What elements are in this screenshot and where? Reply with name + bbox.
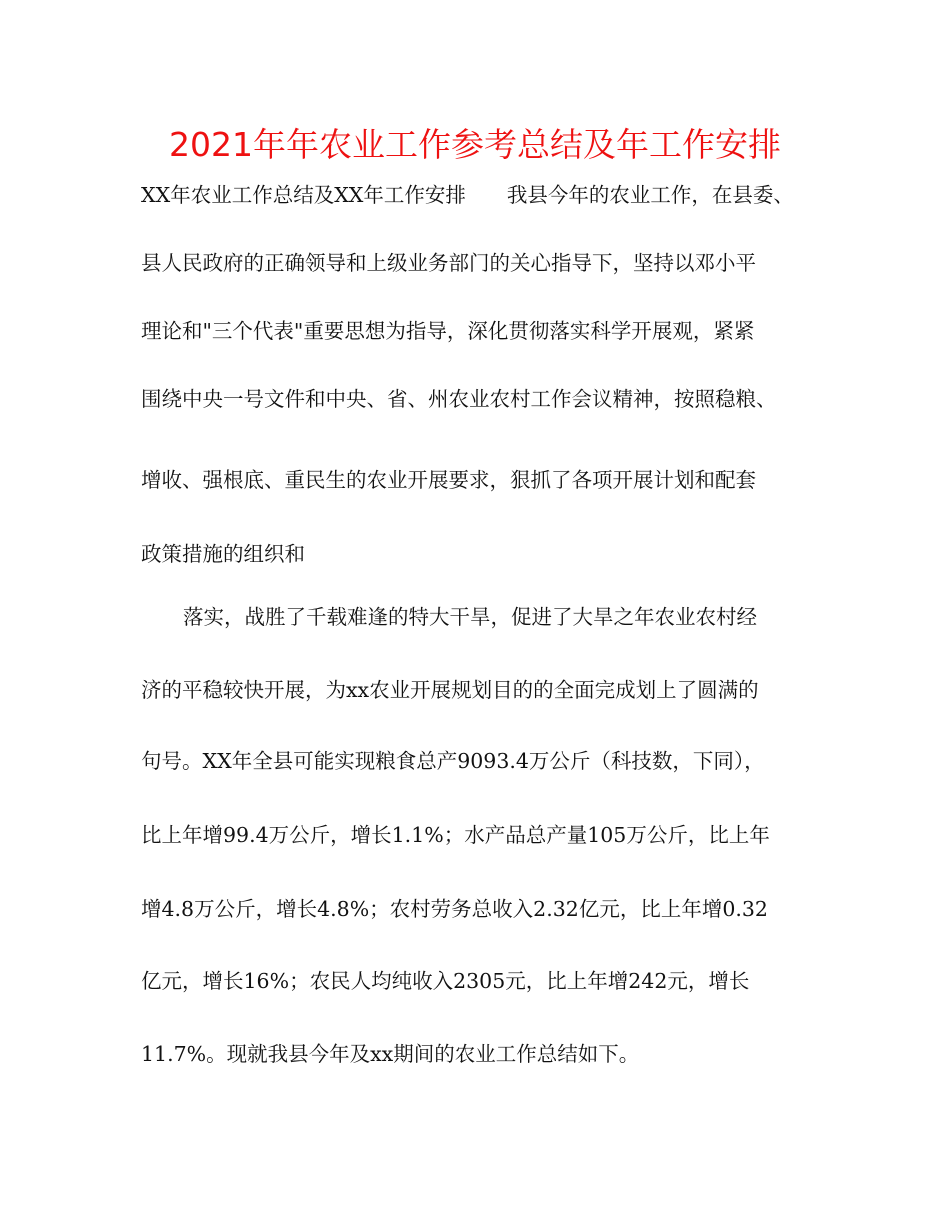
- paragraph-line-3: 理论和"三个代表"重要思想为指导，深化贯彻落实科学开展观，紧紧: [141, 319, 755, 343]
- document-title: 2021年年农业工作参考总结及年工作安排: [169, 125, 781, 164]
- paragraph-line-4: 围绕中央一号文件和中央、省、州农业农村工作会议精神，按照稳粮、: [141, 387, 777, 411]
- paragraph-line-2: 县人民政府的正确领导和上级业务部门的关心指导下，坚持以邓小平: [141, 251, 756, 275]
- paragraph-line-12: 亿元，增长16%；农民人均纯收入2305元，比上年增242元，增长: [141, 969, 750, 993]
- paragraph-line-1: XX年农业工作总结及XX年工作安排 我县今年的农业工作，在县委、: [141, 183, 794, 207]
- paragraph-line-13: 11.7%。现就我县今年及xx期间的农业工作总结如下。: [141, 1042, 640, 1066]
- paragraph-line-7: 落实，战胜了千载难逢的特大干旱，促进了大旱之年农业农村经: [183, 605, 757, 629]
- paragraph-line-9: 句号。XX年全县可能实现粮食总产9093.4万公斤（科技数，下同），: [141, 749, 765, 773]
- paragraph-line-5: 增收、强根底、重民生的农业开展要求，狠抓了各项开展计划和配套: [141, 468, 756, 492]
- paragraph-line-8: 济的平稳较快开展，为xx农业开展规划目的的全面完成划上了圆满的: [141, 678, 759, 702]
- paragraph-line-11: 增4.8万公斤，增长4.8%；农村劳务总收入2.32亿元，比上年增0.32: [141, 897, 768, 921]
- paragraph-line-10: 比上年增99.4万公斤，增长1.1%；水产品总产量105万公斤，比上年: [141, 823, 770, 847]
- paragraph-line-6: 政策措施的组织和: [141, 542, 305, 566]
